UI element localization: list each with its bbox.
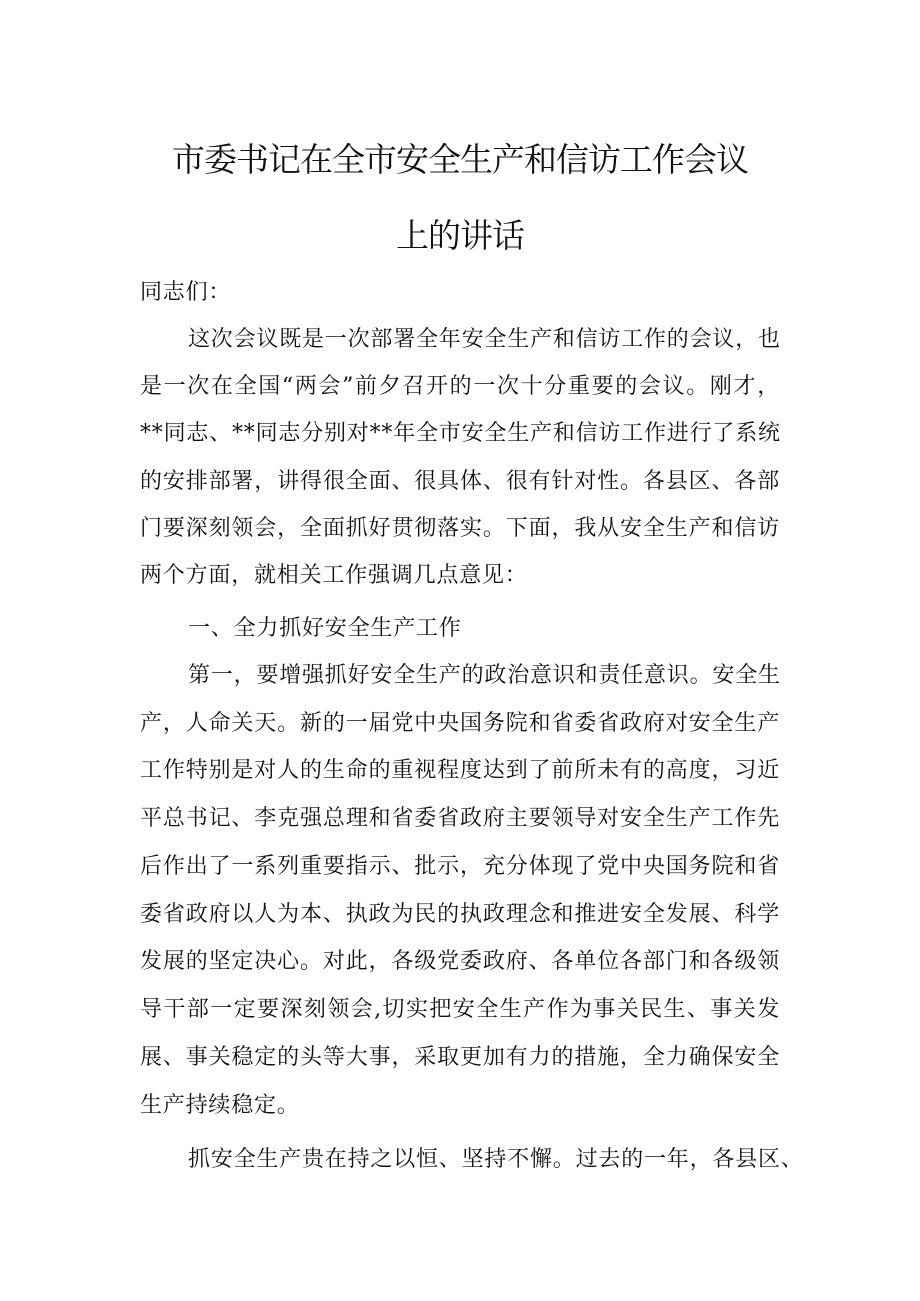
paragraph-line: 抓安全生产贵在持之以恒、坚持不懈。过去的一年，各县区、 — [188, 1147, 804, 1172]
salutation: 同志们： — [140, 280, 232, 305]
paragraph-line: 委省政府以人为本、执政为民的执政理念和推进安全发展、科学 — [140, 902, 780, 927]
paragraph-line: 这次会议既是一次部署全年安全生产和信访工作的会议，也 — [188, 327, 781, 352]
paragraph-line: 门要深刻领会，全面抓好贯彻落实。下面，我从安全生产和信访 — [140, 516, 780, 541]
paragraph-line: 导干部一定要深刻领会,切实把安全生产作为事关民生、事关发 — [140, 997, 780, 1022]
document-title-line-1: 市委书记在全市安全生产和信访工作会议 — [172, 140, 748, 179]
paragraph-line: 展、事关稳定的头等大事，采取更加有力的措施，全力确保安全 — [140, 1045, 780, 1070]
paragraph-line: 工作特别是对人的生命的重视程度达到了前所未有的高度，习近 — [140, 758, 780, 783]
paragraph-line: 产，人命关天。新的一届党中央国务院和省委省政府对安全生产 — [140, 711, 780, 736]
paragraph-line: **同志、**同志分别对**年全市安全生产和信访工作进行了系统 — [140, 421, 781, 446]
document-title-line-2: 上的讲话 — [396, 216, 524, 255]
paragraph-line: 生产持续稳定。 — [140, 1093, 300, 1118]
paragraph-line: 后作出了一系列重要指示、批示，充分体现了党中央国务院和省 — [140, 854, 780, 879]
paragraph-line: 发展的坚定决心。对此，各级党委政府、各单位各部门和各级领 — [140, 949, 780, 974]
section-heading: 一、全力抓好安全生产工作 — [188, 616, 462, 641]
paragraph-line: 第一，要增强抓好安全生产的政治意识和责任意识。安全生 — [188, 663, 781, 688]
paragraph-line: 的安排部署，讲得很全面、很具体、很有针对性。各县区、各部 — [140, 469, 780, 494]
paragraph-line: 两个方面，就相关工作强调几点意见： — [140, 563, 528, 588]
paragraph-line: 平总书记、李克强总理和省委省政府主要领导对安全生产工作先 — [140, 806, 780, 831]
paragraph-line: 是一次在全国“两会”前夕召开的一次十分重要的会议。刚才， — [140, 374, 780, 399]
